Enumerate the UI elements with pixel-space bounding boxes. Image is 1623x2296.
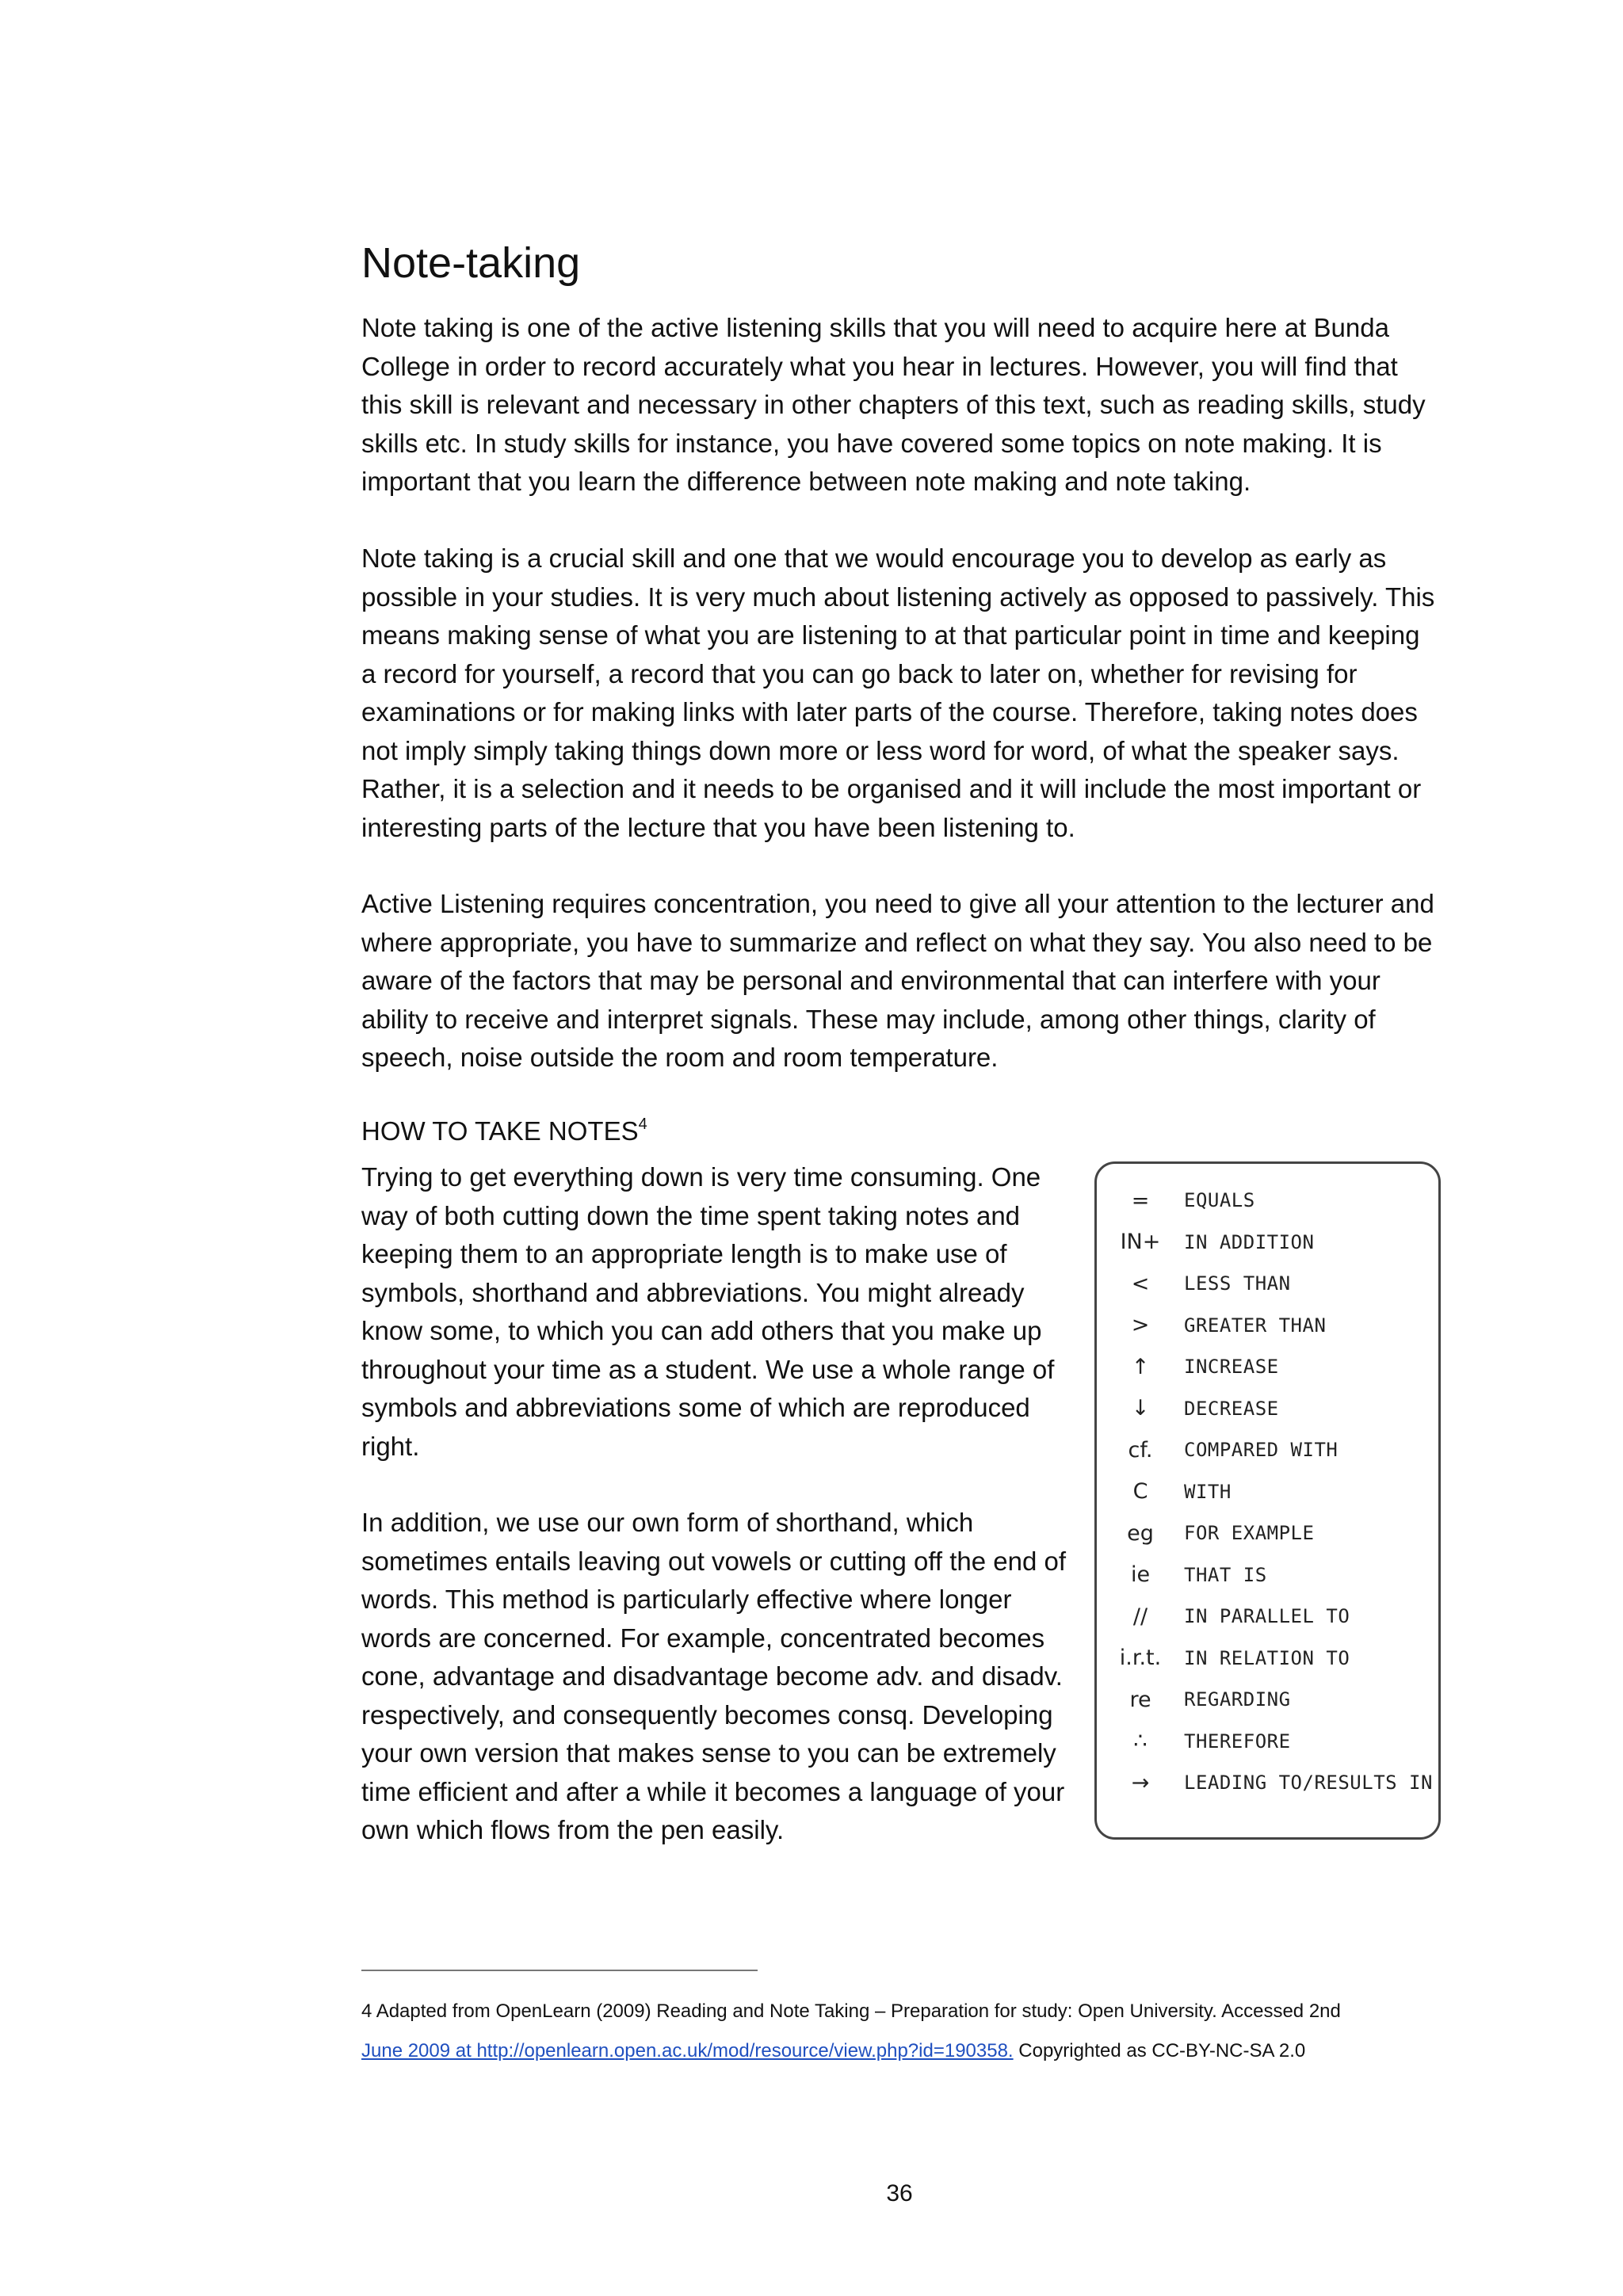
symbol-row [1097,1679,1438,1720]
symbol: cf. [1128,1437,1153,1463]
symbol: > [1131,1313,1150,1337]
symbol-meaning: THAT IS [1184,1563,1267,1586]
footnote [361,1992,1471,2071]
page-title: Note-taking [361,239,581,287]
section-paragraph-2: In addition, we use our own form of shorthand, which sometimes entails leaving out vowels or cutting off the end of words. This method is particularly effective where longer words are concerned. For example, concentrated becomes cone, advantage and disadvantage become adv. and disadv. respectively, and consequently becomes consq. Developing your own version that makes sense to you can be extremely time efficient and after a while it becomes a language of your own which flows from the pen easily. [361,1508,1067,1844]
symbol: i.r.t. [1119,1646,1162,1670]
symbol-row [1097,1554,1438,1596]
symbol-meaning: THEREFORE [1184,1730,1291,1753]
footnote-reference[interactable]: 4 [638,1116,647,1133]
symbol: re [1129,1687,1151,1712]
symbol-meaning: INCREASE [1184,1356,1279,1378]
symbols-abbreviations-figure [1094,1161,1441,1840]
symbol-meaning: FOR EXAMPLE [1184,1522,1315,1544]
footnote-license: Copyrighted as CC-BY-NC-SA 2.0 [1013,2040,1306,2061]
intro-paragraph-1: Note taking is one of the active listening skills that you will need to acquire here at Bunda College in order to record accurately what you hear in lectures. However, you will find that this skill is relevant and necessary in other chapters of this text, such as reading skills, study skills etc. In study skills for instance, you have covered some topics on note making. It is important that you learn the difference between note making and note taking. [361,313,1426,496]
symbol: eg [1127,1520,1154,1546]
symbol-meaning: LEADING TO/RESULTS IN [1184,1772,1433,1794]
symbol-row [1097,1180,1438,1221]
symbol: IN+ [1120,1230,1161,1254]
symbol-row [1097,1471,1438,1512]
section-paragraph-1: Trying to get everything down is very time consuming. One way of both cutting down the time spent taking notes and keeping them to an appropriate length is to make use of symbols, shorthand and abbreviations. You might already know some, to which you can add others that you make up throughout your time as a student. We use a whole range of symbols and abbreviations some of which are reproduced right. [361,1162,1055,1461]
symbol-row [1097,1512,1438,1554]
symbol: < [1131,1271,1150,1296]
symbol: // [1132,1604,1148,1629]
symbol-row [1097,1721,1438,1762]
symbol-meaning: COMPARED WITH [1184,1439,1338,1461]
arrow-down-icon: ↓ [1131,1396,1150,1421]
symbol-meaning: IN RELATION TO [1184,1646,1350,1669]
symbol-row [1097,1762,1438,1803]
arrow-up-icon: ↑ [1131,1354,1150,1379]
intro-paragraph-3: Active Listening requires concentration, you need to give all your attention to the lecturer and where appropriate, you have to summarize and reflect on what they say. You also need to be aware of the factors that may be personal and environmental that can interfere with your ability to receive and interpret signals. These may include, among other things, clarity of speech, noise outside the room and room temperature. [361,889,1434,1072]
symbol-row [1097,1429,1438,1470]
symbol: ie [1130,1562,1151,1587]
therefore-icon: ∴ [1133,1729,1148,1753]
symbol-meaning: IN ADDITION [1184,1230,1315,1253]
symbol-row [1097,1388,1438,1429]
arrow-right-icon: → [1131,1770,1150,1795]
symbol-meaning: DECREASE [1184,1397,1279,1420]
footnote-divider [361,1970,758,1971]
symbol-meaning: GREATER THAN [1184,1314,1327,1337]
symbol-row [1097,1305,1438,1346]
symbol: = [1131,1188,1150,1213]
symbol-row [1097,1263,1438,1304]
symbol-meaning: EQUALS [1184,1189,1255,1211]
symbol-row [1097,1222,1438,1263]
intro-paragraph-2: Note taking is a crucial skill and one that we would encourage you to develop as early as possible in your studies. It is very much about listening actively as opposed to passively. This means making sense of what you are listening to at that particular point in time and keeping a record for yourself, a record that you can go back to later on, whether for revising for examinations or for making links with later parts of the course. Therefore, taking notes does not imply simply taking things down more or less word for word, of what the speaker says. Rather, it is a selection and it needs to be organised and it will include the most important or interesting parts of the lecture that you have been listening to. [361,543,1435,842]
footnote-text: 4 Adapted from OpenLearn (2009) Reading and Note Taking – Preparation for study: Open University. Accessed 2nd [361,2000,1341,2022]
symbol-meaning: WITH [1184,1480,1232,1503]
symbol-meaning: IN PARALLEL TO [1184,1605,1350,1627]
symbol: C [1132,1479,1148,1504]
section-heading [361,1112,647,1150]
symbol-meaning: REGARDING [1184,1688,1291,1711]
symbol-meaning: LESS THAN [1184,1272,1291,1295]
symbol-row [1097,1596,1438,1637]
footnote-link[interactable]: June 2009 at http://openlearn.open.ac.uk/mod/resource/view.php?id=190358. [361,2040,1014,2061]
section-heading-text: HOW TO TAKE NOTES [361,1116,639,1146]
symbol-row [1097,1638,1438,1679]
symbol-row [1097,1346,1438,1387]
page-number: 36 [886,2180,913,2206]
